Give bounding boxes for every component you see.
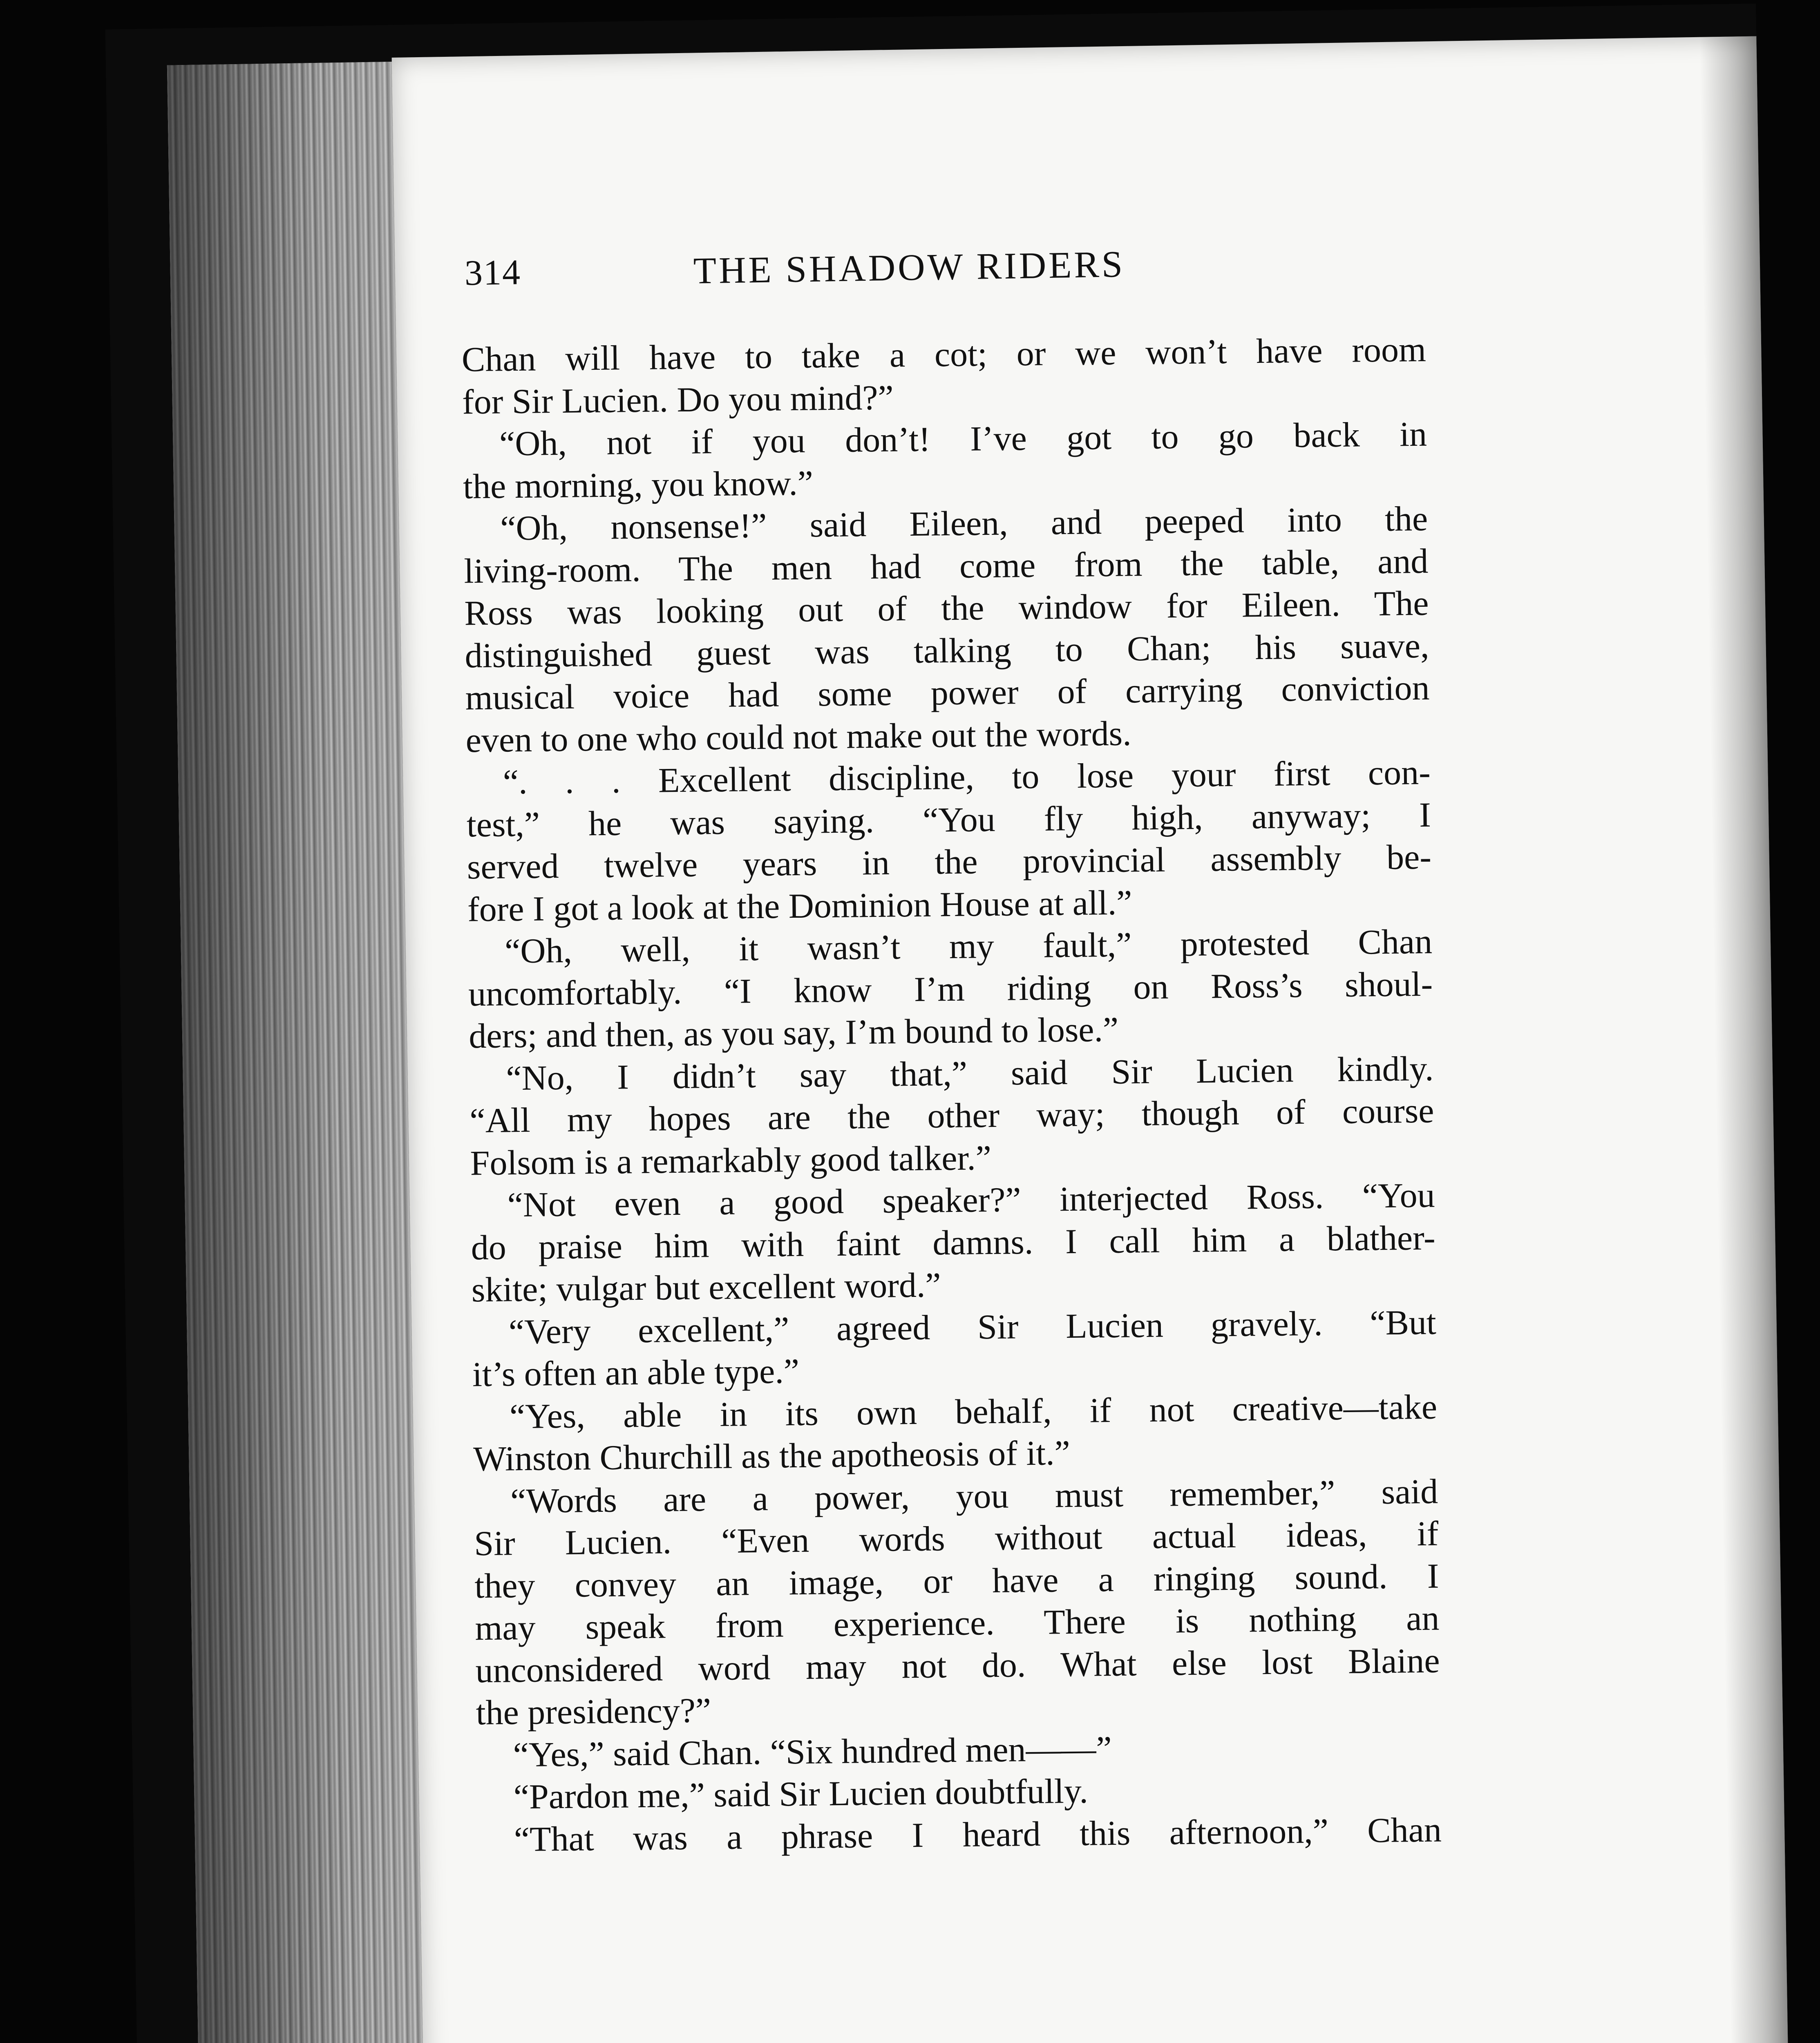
text-line: Chan will have to take a cot; or we won’t have room bbox=[461, 329, 1426, 379]
text-line: skite; vulgar but excellent word.” bbox=[471, 1265, 941, 1310]
text-line: ders; and then, as you say, I’m bound to lose.” bbox=[468, 1009, 1119, 1056]
text-line: “Very excellent,” agreed Sir Lucien gravely. “But bbox=[508, 1302, 1437, 1351]
text-line: uncomfortably. “I know I’m riding on Ross’s shoul- bbox=[468, 964, 1433, 1013]
text-line: “No, I didn’t say that,” said Sir Lucien kindly. bbox=[505, 1048, 1434, 1097]
text-line: “Oh, not if you don’t! I’ve got to go back in bbox=[499, 414, 1427, 463]
text-line: Folsom is a remarkably good talker.” bbox=[470, 1138, 992, 1182]
text-line: test,” he was saying. “You fly high, anyway; I bbox=[466, 795, 1431, 844]
text-line: for Sir Lucien. Do you mind?” bbox=[462, 377, 894, 421]
text-line: the morning, you know.” bbox=[463, 463, 814, 506]
text-line: “Oh, well, it wasn’t my fault,” protested Chan bbox=[504, 921, 1433, 971]
text-line: Winston Churchill as the apotheosis of it.” bbox=[473, 1433, 1071, 1479]
text-line: “All my hopes are the other way; though of course bbox=[469, 1091, 1434, 1140]
text-line: musical voice had some power of carrying conviction bbox=[465, 668, 1430, 718]
text-line: the presidency?” bbox=[476, 1690, 711, 1732]
text-line: Sir Lucien. “Even words without actual ideas, if bbox=[474, 1513, 1439, 1563]
running-head: THE SHADOW RIDERS bbox=[693, 243, 1125, 292]
text-line: distinguished guest was talking to Chan; his suave, bbox=[465, 626, 1429, 675]
page-number: 314 bbox=[464, 253, 521, 293]
text-line: unconsidered word may not do. What else lost Blaine bbox=[475, 1641, 1440, 1690]
text-line: “Words are a power, you must remember,” said bbox=[510, 1471, 1438, 1520]
text-line: Ross was looking out of the window for Eileen. The bbox=[464, 583, 1429, 633]
page-gutter-shadow bbox=[1699, 36, 1790, 2043]
text-line: even to one who could not make out the words. bbox=[465, 713, 1132, 760]
text-line: “Yes,” said Chan. “Six hundred men——” bbox=[513, 1728, 1112, 1774]
text-line: living-room. The men had come from the table, and bbox=[463, 541, 1429, 590]
text-line: “. . . Excellent discipline, to lose your first con- bbox=[503, 752, 1431, 802]
text-line: served twelve years in the provincial assembly be- bbox=[467, 837, 1432, 887]
text-line: “Pardon me,” said Sir Lucien doubtfully. bbox=[513, 1771, 1089, 1817]
text-line: “That was a phrase I heard this afternoon,” Chan bbox=[514, 1810, 1442, 1859]
text-line: fore I got a look at the Dominion House at all.” bbox=[467, 882, 1132, 929]
text-line: they convey an image, or have a ringing sound. I bbox=[474, 1556, 1439, 1605]
text-line: “Yes, able in its own behalf, if not creative—take bbox=[509, 1387, 1438, 1436]
text-line: do praise him with faint damns. I call him a blather- bbox=[471, 1218, 1436, 1267]
body-text bbox=[461, 329, 1442, 1861]
text-line: “Oh, nonsense!” said Eileen, and peeped into the bbox=[500, 498, 1428, 548]
text-line: it’s often an able type.” bbox=[472, 1351, 800, 1394]
text-line: “Not even a good speaker?” interjected Ross. “You bbox=[507, 1175, 1435, 1225]
book-spread bbox=[105, 4, 1791, 2043]
text-line: may speak from experience. There is nothing an bbox=[474, 1598, 1440, 1648]
